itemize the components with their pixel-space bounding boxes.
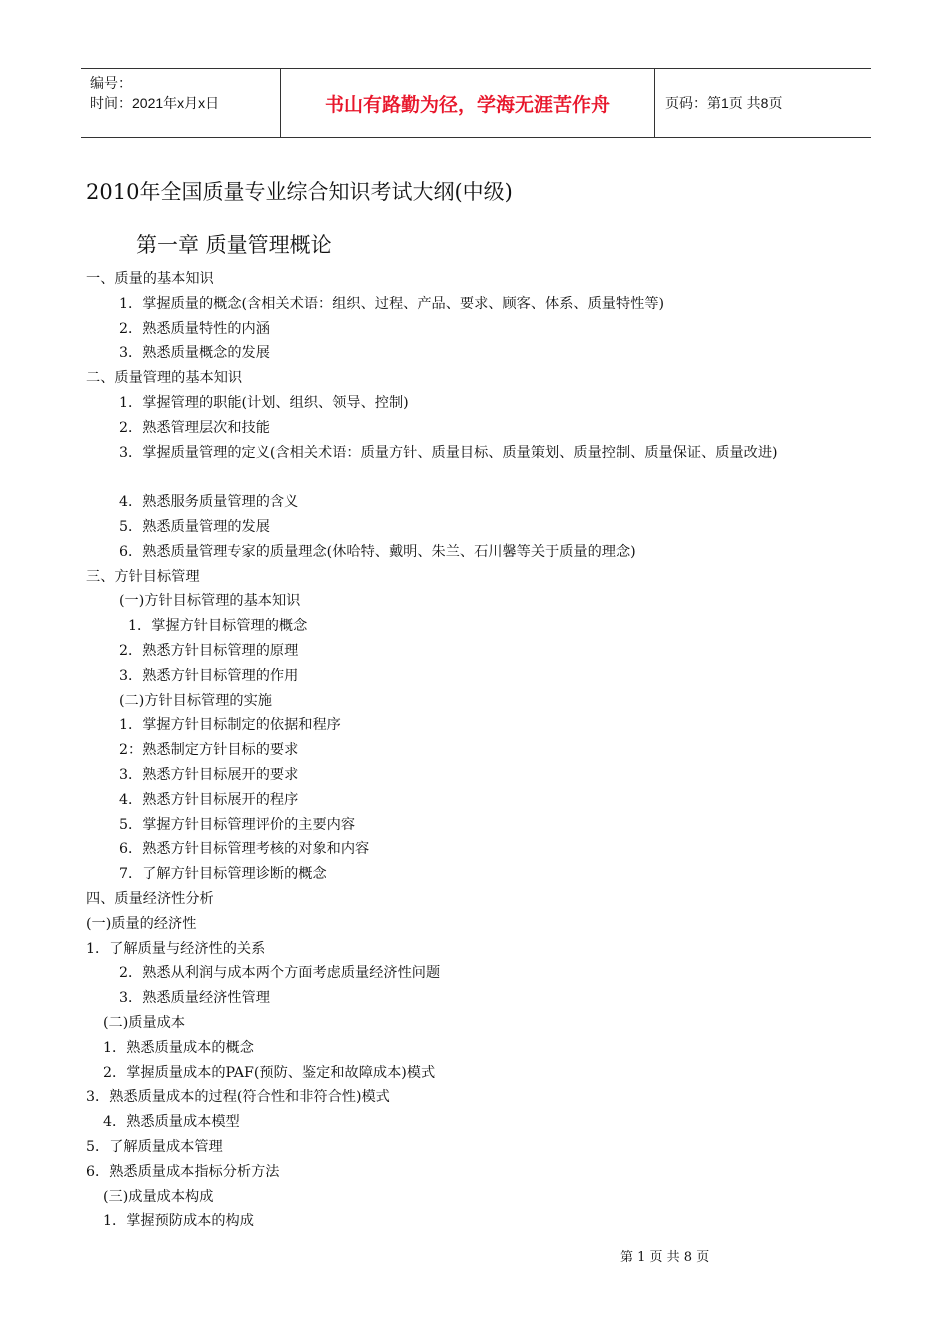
outline-line: 2：熟悉制定方针目标的要求 (119, 742, 299, 759)
outline-line: 4．熟悉方针目标展开的程序 (119, 791, 299, 808)
outline-line: 5．熟悉质量管理的发展 (119, 519, 270, 535)
outline-line: 1．掌握方针目标制定的依据和程序 (119, 717, 341, 734)
outline-line: 4．熟悉质量成本模型 (103, 1114, 240, 1131)
page-info: 页码：第1页 共8页 (665, 95, 783, 111)
outline-line: 1．掌握质量的概念(含相关术语：组织、过程、产品、要求、顾客、体系、质量特性等) (119, 295, 665, 312)
outline-line: (三)成量成本构成 (103, 1188, 214, 1205)
outline-line: 6．熟悉方针目标管理考核的对象和内容 (119, 841, 370, 858)
outline-line: 3．熟悉质量概念的发展 (119, 345, 270, 362)
outline-line: 2．熟悉方针目标管理的原理 (119, 643, 299, 659)
outline-line: 5．了解质量成本管理 (86, 1139, 223, 1155)
outline-line: (一)方针目标管理的基本知识 (119, 593, 301, 610)
header-meta-cell (81, 69, 281, 137)
outline-line: 三、方针目标管理 (86, 568, 200, 585)
outline-line: (二)方针目标管理的实施 (119, 692, 272, 709)
chapter-title: 第一章 质量管理概论 (136, 233, 332, 257)
header-table (81, 68, 871, 138)
outline-line: 1．了解质量与经济性的关系 (86, 940, 266, 957)
outline-line: 二、质量管理的基本知识 (86, 370, 243, 387)
outline-line: 2．掌握质量成本的PAF(预防、鉴定和故障成本)模式 (103, 1064, 436, 1081)
outline-line: 6．熟悉质量管理专家的质量理念(休哈特、戴明、朱兰、石川馨等关于质量的理念) (119, 543, 636, 560)
outline-line: 6．熟悉质量成本指标分析方法 (86, 1163, 280, 1180)
outline-line: 3．熟悉质量经济性管理 (119, 990, 270, 1007)
outline-line: 四、质量经济性分析 (86, 891, 214, 907)
outline-line: 一、质量的基本知识 (86, 271, 214, 287)
outline-line: 2．熟悉从利润与成本两个方面考虑质量经济性问题 (119, 965, 441, 982)
outline-line: (二)质量成本 (103, 1015, 186, 1031)
outline-line: 1．掌握预防成本的构成 (103, 1213, 254, 1230)
outline-line: 4．熟悉服务质量管理的含义 (119, 494, 299, 511)
doc-title: 2010年全国质量专业综合知识考试大纲(中级) (86, 180, 513, 204)
outline-line: 3．熟悉质量成本的过程(符合性和非符合性)模式 (86, 1089, 390, 1106)
outline-line: 2．熟悉质量特性的内涵 (119, 320, 270, 337)
outline-line: 3．熟悉方针目标管理的作用 (119, 667, 299, 684)
outline-line: 3．掌握质量管理的定义(含相关术语：质量方针、质量目标、质量策划、质量控制、质量保证、质量改进) (119, 444, 778, 461)
outline-line: 1．掌握方针目标管理的概念 (128, 618, 308, 635)
outline-line: 5．掌握方针目标管理评价的主要内容 (119, 816, 356, 833)
outline-line: (一)质量的经济性 (86, 915, 197, 932)
outline-line: 3．熟悉方针目标展开的要求 (119, 767, 299, 783)
outline-line: 1．掌握管理的职能(计划、组织、领导、控制) (119, 395, 409, 411)
outline-line: 1．熟悉质量成本的概念 (103, 1039, 254, 1056)
motto: 书山有路勤为径，学海无涯苦作舟 (281, 69, 655, 137)
serial-label: 编号： (90, 75, 132, 91)
time-label: 时间：2021年x月x日 (90, 95, 220, 111)
outline-line: 7．了解方针目标管理诊断的概念 (119, 866, 327, 883)
outline-line: 2．熟悉管理层次和技能 (119, 419, 270, 436)
page-footer: 第 1 页 共 8 页 (620, 1250, 710, 1265)
